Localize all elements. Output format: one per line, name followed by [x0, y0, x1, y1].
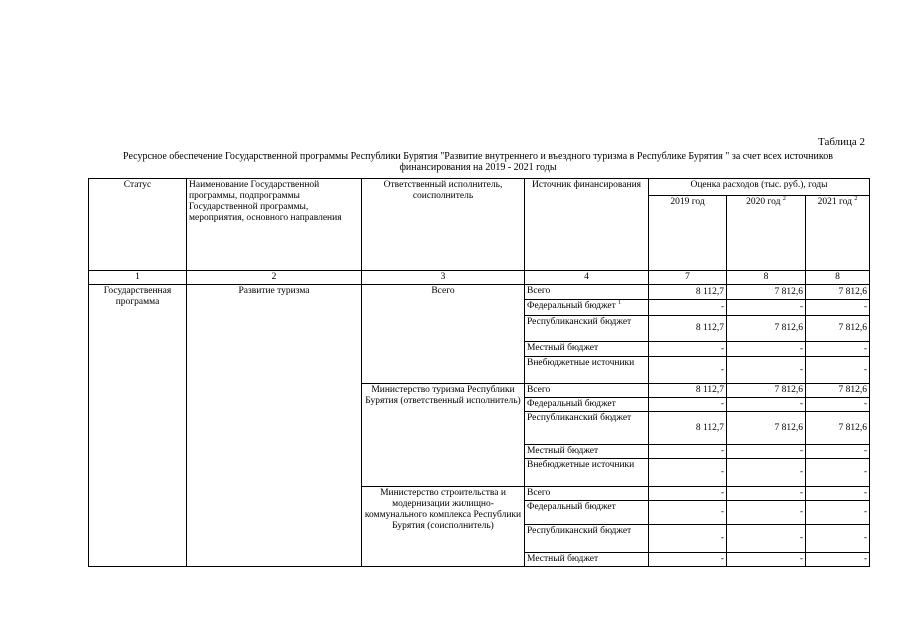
- table-label: Таблица 2: [818, 136, 866, 148]
- value-2020: -: [727, 398, 806, 412]
- col-number: 3: [362, 271, 525, 285]
- header-estimate: Оценка расходов (тыс. руб.), годы: [649, 179, 870, 196]
- executor-construction-ministry: Министерство строительства и модернизации жилищно-коммунального комплекса Республики Бурятия (соисполнитель): [362, 487, 525, 567]
- value-2020: 7 812,6: [727, 384, 806, 398]
- value-2020: -: [727, 342, 806, 357]
- source-cell: Внебюджетные источники: [525, 459, 649, 487]
- resource-table: [88, 178, 870, 567]
- value-2019: -: [649, 525, 727, 553]
- header-year-2021: [806, 196, 870, 271]
- source-cell: Федеральный бюджет: [525, 501, 649, 525]
- column-number-row: [89, 271, 870, 285]
- value-2019: -: [649, 487, 727, 501]
- value-2020: -: [727, 525, 806, 553]
- document-title: Ресурсное обеспечение Государственной программы Республики Бурятия "Развитие внутреннего и въездного туризма в Республике Бурятия " за счет всех источников финансирования на 2019 - 2021 годы: [123, 151, 833, 173]
- source-label: Федеральный бюджет: [527, 301, 616, 311]
- source-cell: Местный бюджет: [525, 553, 649, 567]
- source-cell: Республиканский бюджет: [525, 316, 649, 342]
- col-number: 7: [649, 271, 727, 285]
- value-2021: -: [806, 525, 870, 553]
- source-cell: Внебюджетные источники: [525, 357, 649, 384]
- value-2021: 7 812,6: [806, 412, 870, 445]
- col-number: 4: [525, 271, 649, 285]
- value-2019: -: [649, 445, 727, 459]
- value-2020: -: [727, 501, 806, 525]
- value-2021: -: [806, 459, 870, 487]
- value-2021: -: [806, 398, 870, 412]
- value-2020: 7 812,6: [727, 412, 806, 445]
- source-cell: Всего: [525, 384, 649, 398]
- value-2020: 7 812,6: [727, 316, 806, 342]
- table-row: [89, 285, 870, 300]
- value-2020: -: [727, 487, 806, 501]
- source-cell: Местный бюджет: [525, 342, 649, 357]
- value-2021: -: [806, 300, 870, 316]
- value-2019: -: [649, 300, 727, 316]
- source-cell: Всего: [525, 487, 649, 501]
- source-cell: Федеральный бюджет: [525, 398, 649, 412]
- value-2020: -: [727, 553, 806, 567]
- header-row-top: [89, 179, 870, 196]
- value-2019: 8 112,7: [649, 285, 727, 300]
- value-2021: -: [806, 342, 870, 357]
- value-2020: -: [727, 300, 806, 316]
- col-number: 1: [89, 271, 187, 285]
- value-2019: 8 112,7: [649, 412, 727, 445]
- col-number: 8: [727, 271, 806, 285]
- value-2020: -: [727, 459, 806, 487]
- col-number: 8: [806, 271, 870, 285]
- program-status: Государственная программа: [89, 285, 187, 567]
- value-2019: -: [649, 501, 727, 525]
- program-name: Развитие туризма: [187, 285, 362, 567]
- source-cell: Местный бюджет: [525, 445, 649, 459]
- header-source: Источник финансирования: [525, 179, 649, 271]
- footnote-mark: 1: [618, 299, 622, 306]
- header-name: Наименование Государственной программы, подпрограммы Государственной программы, мероприятия, основного направления: [187, 179, 362, 271]
- source-cell: Всего: [525, 285, 649, 300]
- value-2020: -: [727, 445, 806, 459]
- value-2021: -: [806, 553, 870, 567]
- value-2021: -: [806, 445, 870, 459]
- year-2021-footnote: 2: [854, 195, 858, 202]
- source-cell: Республиканский бюджет: [525, 412, 649, 445]
- value-2019: -: [649, 553, 727, 567]
- value-2021: 7 812,6: [806, 316, 870, 342]
- value-2021: -: [806, 501, 870, 525]
- executor-total: Всего: [362, 285, 525, 384]
- value-2019: -: [649, 398, 727, 412]
- value-2019: 8 112,7: [649, 316, 727, 342]
- header-year-2019: [649, 196, 727, 271]
- header-year-2020: [727, 196, 806, 271]
- source-cell: Республиканский бюджет: [525, 525, 649, 553]
- year-2021-label: 2021 год: [817, 197, 852, 207]
- value-2021: -: [806, 487, 870, 501]
- source-cell: [525, 300, 649, 316]
- col-number: 2: [187, 271, 362, 285]
- value-2019: -: [649, 357, 727, 384]
- value-2021: 7 812,6: [806, 285, 870, 300]
- value-2019: 8 112,7: [649, 384, 727, 398]
- executor-tourism-ministry: Министерство туризма Республики Бурятия (ответственный исполнитель): [362, 384, 525, 487]
- value-2020: 7 812,6: [727, 285, 806, 300]
- value-2019: -: [649, 342, 727, 357]
- header-status: Статус: [89, 179, 187, 271]
- year-2020-label: 2020 год: [746, 197, 781, 207]
- value-2020: -: [727, 357, 806, 384]
- value-2021: -: [806, 357, 870, 384]
- value-2019: -: [649, 459, 727, 487]
- header-executor: Ответственный исполнитель, соисполнитель: [362, 179, 525, 271]
- value-2021: 7 812,6: [806, 384, 870, 398]
- year-2020-footnote: 2: [782, 195, 786, 202]
- year-2019-label: 2019 год: [670, 197, 705, 207]
